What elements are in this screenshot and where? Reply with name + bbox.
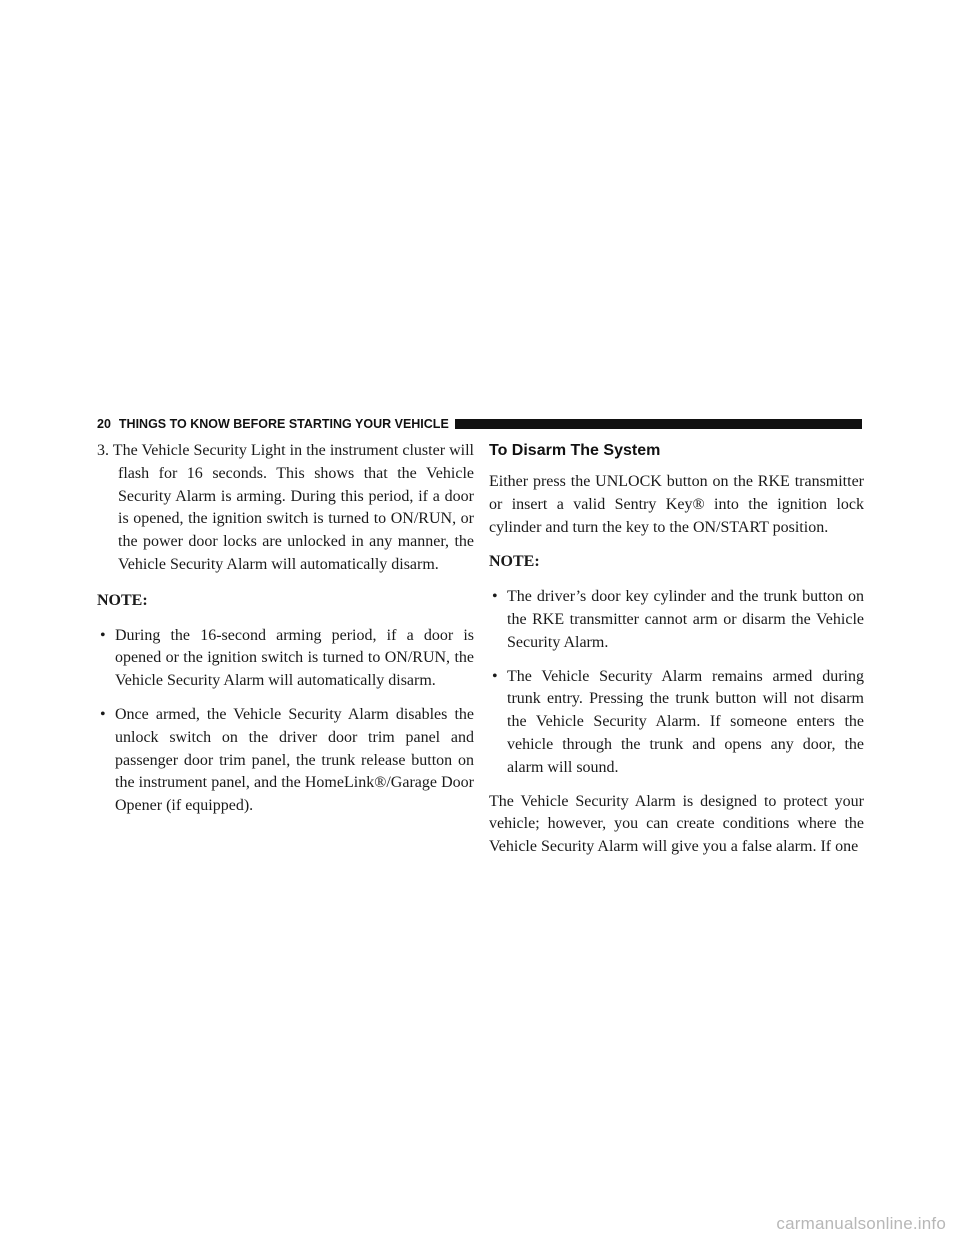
list-item: [489, 586, 864, 654]
bullet-text: Once armed, the Vehicle Security Alarm disables the unlock switch on the driver door trim panel and passenger door trim panel, the trunk release button on the instrument panel, and the HomeLink®/Garage Door Opener (if equipped).: [115, 705, 474, 815]
note-label: NOTE:: [97, 591, 148, 609]
header-rule: [455, 419, 862, 429]
section-heading: To Disarm The System: [489, 442, 661, 459]
list-item: [97, 625, 474, 693]
left-column: [97, 440, 474, 829]
bullet-text: The Vehicle Security Alarm remains armed during trunk entry. Pressing the trunk button will not disarm the Vehicle Security Alarm. If someone enters the vehicle through the trunk and opens any door, the alarm will sound.: [507, 667, 864, 776]
page-number: 20: [97, 417, 111, 431]
note-label: NOTE:: [489, 553, 540, 571]
bullet-icon: •: [100, 626, 106, 644]
bullet-icon: •: [492, 667, 498, 685]
page-header: [97, 418, 862, 430]
closing-paragraph: The Vehicle Security Alarm is designed to protect your vehicle; however, you can create conditions where the Vehicle Security Alarm will give you a false alarm. If one: [489, 792, 864, 856]
bullet-icon: •: [100, 705, 106, 723]
intro-paragraph: Either press the UNLOCK button on the RKE transmitter or insert a valid Sentry Key® into the ignition lock cylinder and turn the key to the ON/START position.: [489, 473, 864, 536]
watermark: carmanualsonline.info: [776, 1214, 946, 1233]
bullet-text: During the 16-second arming period, if a door is opened or the ignition switch is turned to ON/RUN, the Vehicle Security Alarm will automatically disarm.: [115, 626, 474, 690]
bullet-text: The driver’s door key cylinder and the trunk button on the RKE transmitter cannot arm or disarm the Vehicle Security Alarm.: [507, 588, 864, 651]
step-3-paragraph: 3. The Vehicle Security Light in the instrument cluster will flash for 16 seconds. This shows that the Vehicle Security Alarm is arming. During this period, if a door is opened, the ignition switch is turned to ON/RUN, or the power door locks are unlocked in any manner, the Vehicle Security Alarm will automatically disarm.: [97, 442, 474, 573]
list-item: [97, 704, 474, 818]
list-item: [489, 666, 864, 780]
bullet-icon: •: [492, 588, 498, 606]
section-title: THINGS TO KNOW BEFORE STARTING YOUR VEHICLE: [118, 417, 449, 431]
right-column: [489, 440, 864, 871]
